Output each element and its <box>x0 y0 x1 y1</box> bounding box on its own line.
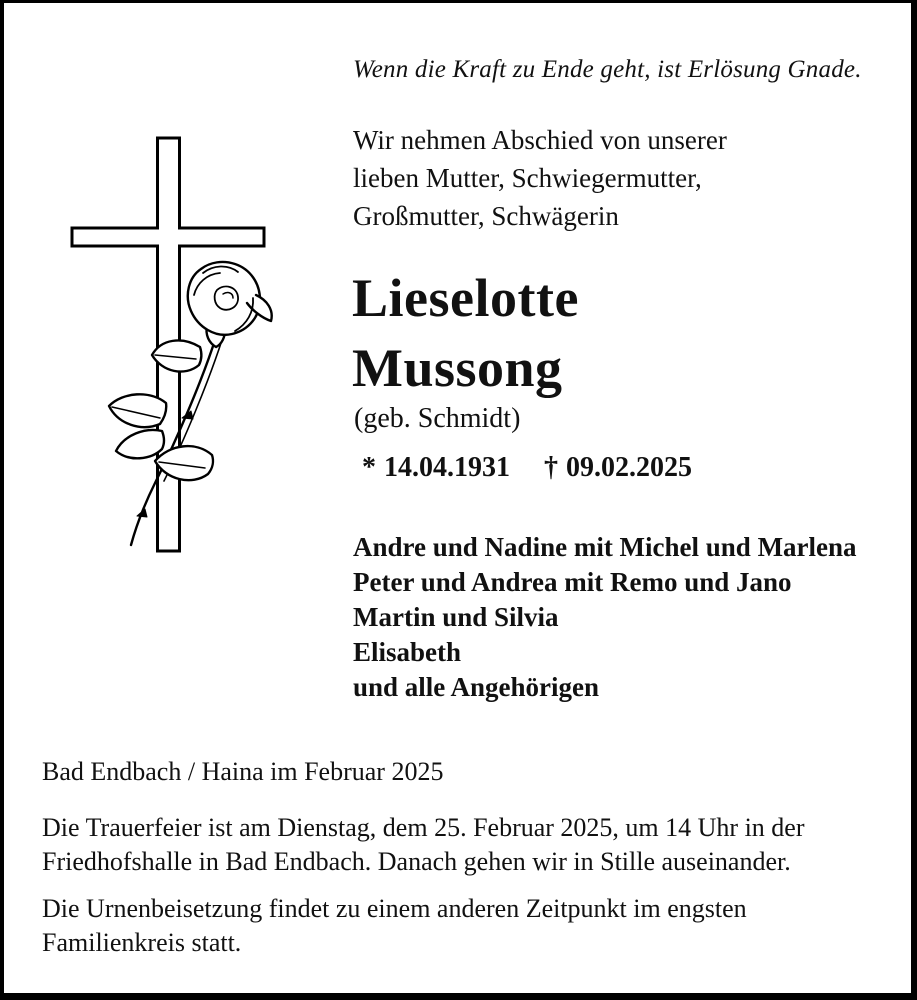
funeral-info-line: Friedhofshalle in Bad Endbach. Danach gehen wir in Stille auseinander. <box>42 847 791 876</box>
deceased-first-name: Lieselotte <box>352 268 579 328</box>
birth-date-group <box>362 452 510 484</box>
life-dates <box>362 452 692 484</box>
burial-info-line: Die Urnenbeisetzung findet zu einem anderen Zeitpunkt im engsten <box>42 894 747 923</box>
deceased-last-name: Mussong <box>352 338 563 398</box>
farewell-line: lieben Mutter, Schwiegermutter, <box>353 163 702 193</box>
death-date-group <box>544 452 692 484</box>
deceased-name <box>352 263 579 403</box>
mourner-line: Martin und Silvia <box>353 602 559 632</box>
mourner-line: Elisabeth <box>353 637 462 667</box>
burial-info <box>42 892 747 960</box>
rose-icon <box>109 262 272 545</box>
birth-date: 14.04.1931 <box>384 452 510 483</box>
cross-rose-illustration <box>54 113 314 573</box>
mourner-line: und alle Angehörigen <box>353 672 600 702</box>
farewell-line: Wir nehmen Abschied von unserer <box>353 125 727 155</box>
funeral-info-line: Die Trauerfeier ist am Dienstag, dem 25. Februar 2025, um 14 Uhr in der <box>42 813 805 842</box>
epigraph-quote: Wenn die Kraft zu Ende geht, ist Erlösung Gnade. <box>353 56 862 83</box>
mourner-line: Peter und Andrea mit Remo und Jano <box>353 567 792 597</box>
farewell-line: Großmutter, Schwägerin <box>353 201 619 231</box>
farewell-text <box>353 121 727 235</box>
burial-info-line: Familienkreis statt. <box>42 928 242 957</box>
funeral-info <box>42 811 805 879</box>
mourner-line: Andre und Nadine mit Michel und Marlena <box>353 532 857 562</box>
place-date-line: Bad Endbach / Haina im Februar 2025 <box>42 757 444 786</box>
birth-star-icon: * <box>362 452 376 483</box>
maiden-name: (geb. Schmidt) <box>354 403 521 434</box>
death-cross-icon: † <box>544 452 558 483</box>
death-date: 09.02.2025 <box>566 452 692 483</box>
mourners-list <box>353 530 857 705</box>
